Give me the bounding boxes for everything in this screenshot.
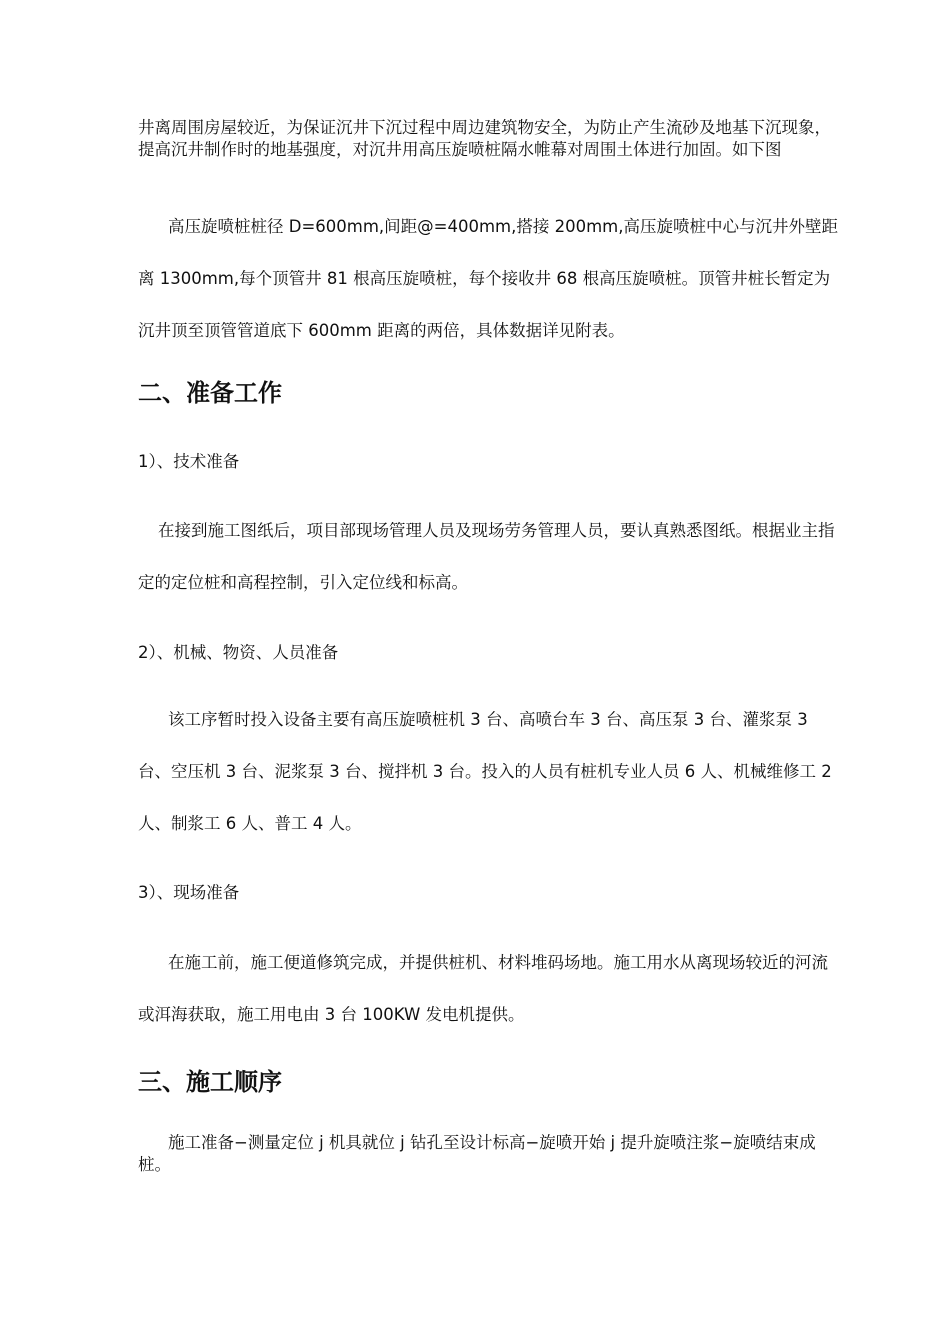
subheading-machinery-preparation: 2）、机械、物资、人员准备 <box>138 643 339 662</box>
subheading-site-preparation: 3）、现场准备 <box>138 883 240 902</box>
section-heading-sequence: 三、施工顺序 <box>138 1068 282 1096</box>
technical-preparation-paragraph: 在接到施工图纸后，项目部现场管理人员及现场劳务管理人员，要认真熟悉图纸。根据业主指定的定位桩和高程控制，引入定位线和标高。 <box>138 521 835 592</box>
site-preparation-paragraph: 在施工前，施工便道修筑完成，并提供桩机、材料堆码场地。施工用水从离现场较近的河流或洱海获取，施工用电由 3 台 100KW 发电机提供。 <box>138 953 828 1024</box>
intro-paragraph: 井离周围房屋较近，为保证沉井下沉过程中周边建筑物安全，为防止产生流砂及地基下沉现象，提高沉井制作时的地基强度，对沉井用高压旋喷桩隔水帷幕对周围土体进行加固。如下图 <box>138 118 831 159</box>
subheading-technical-preparation: 1）、技术准备 <box>138 452 240 471</box>
construction-sequence-paragraph: 施工准备−测量定位 j 机具就位 j 钻孔至设计标高−旋喷开始 j 提升旋喷注浆−旋喷结束成桩。 <box>138 1133 816 1174</box>
section-heading-preparation: 二、准备工作 <box>138 379 282 407</box>
machinery-preparation-paragraph: 该工序暂时投入设备主要有高压旋喷桩机 3 台、高喷台车 3 台、高压泵 3 台、灌浆泵 3 台、空压机 3 台、泥浆泵 3 台、搅拌机 3 台。投入的人员有桩机专业人员 6 人、机械维修工 2 人、制浆工 6 人、普工 4 人。 <box>138 710 832 833</box>
pile-spec-paragraph: 高压旋喷桩桩径 D=600mm,间距@=400mm,搭接 200mm,高压旋喷桩中心与沉井外壁距离 1300mm,每个顶管井 81 根高压旋喷桩，每个接收井 68 根高压旋喷桩。顶管井桩长暂定为沉井顶至顶管管道底下 600mm 距离的两倍，具体数据详见附表。 <box>138 217 838 340</box>
